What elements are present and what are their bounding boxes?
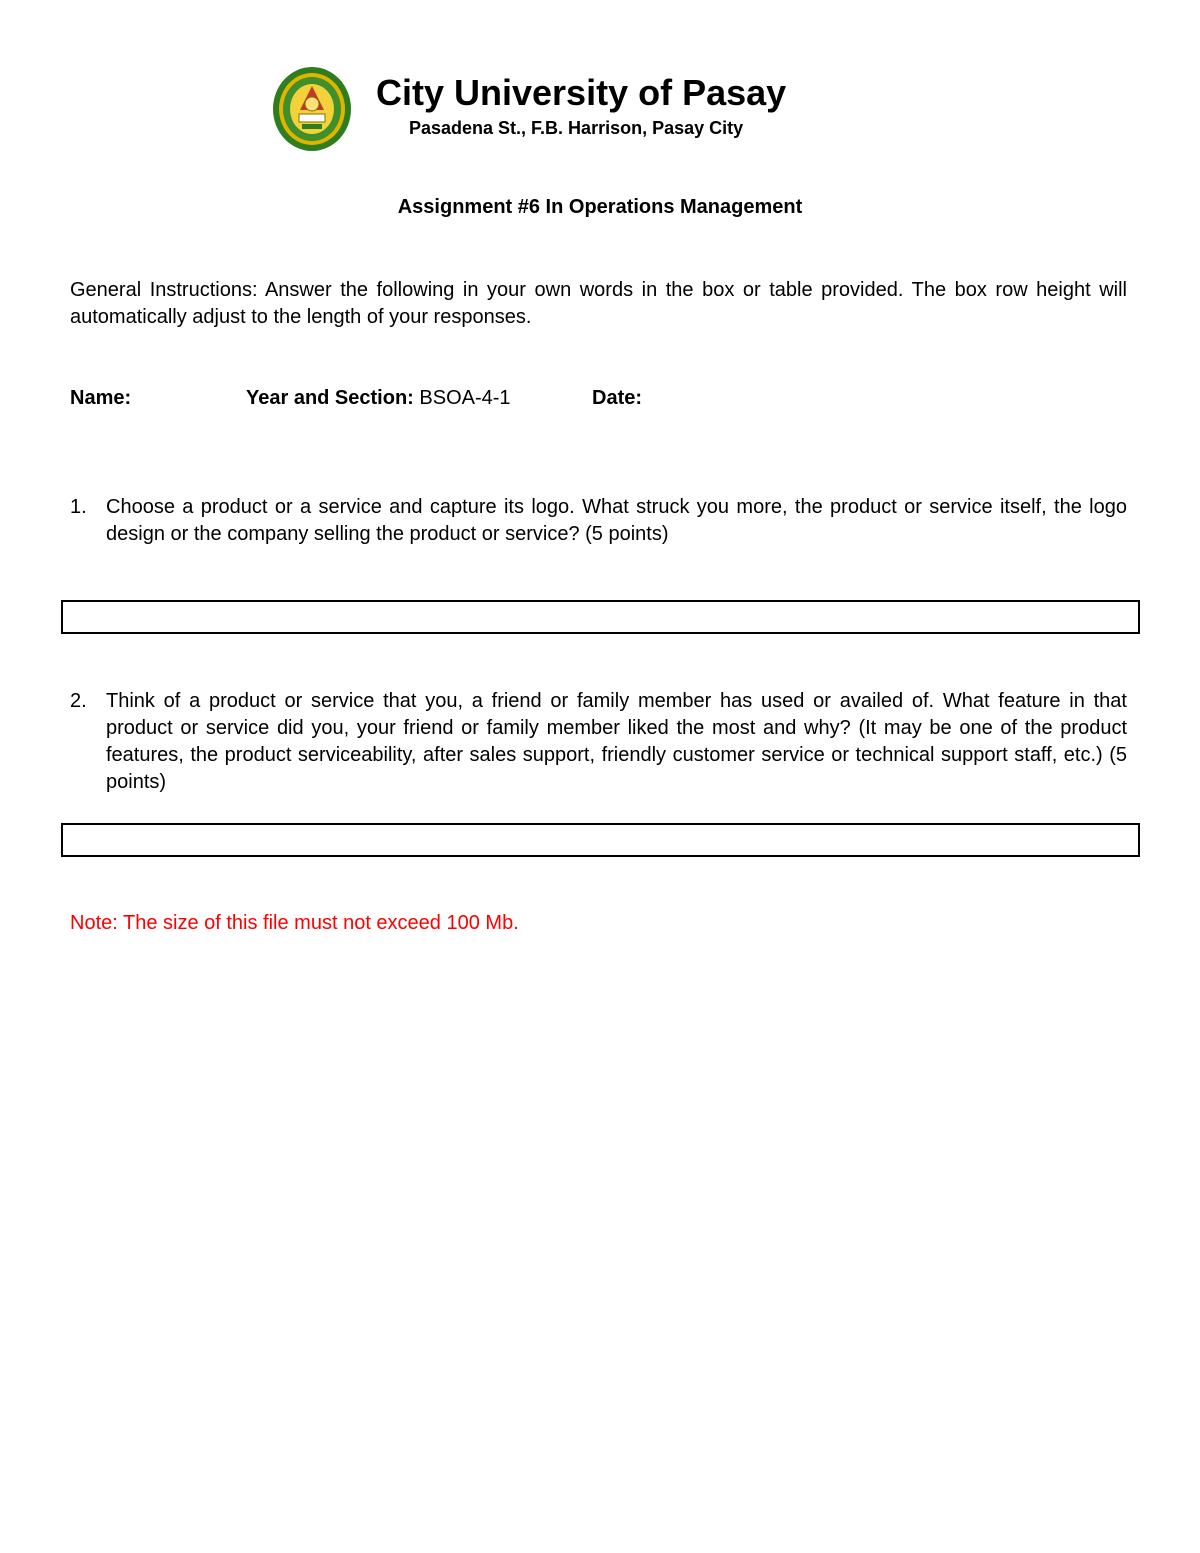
question-1 [70,494,1127,548]
assignment-title: Assignment #6 In Operations Management [397,196,803,218]
file-size-note: Note: The size of this file must not exceed 100 Mb. [70,912,519,934]
question-number: 1. [70,496,87,518]
document-header [272,66,872,156]
question-number: 2. [70,690,87,712]
question-text: Think of a product or service that you, a friend or family member has used or availed of. What feature in that product or service did you, your friend or family member liked the most and why? (It may be one of the product features, the product serviceability, after sales support, friendly customer service or technical support staff, etc.) (5 points) [106,690,1127,793]
date-label: Date: [592,387,643,409]
university-address: Pasadena St., F.B. Harrison, Pasay City [409,118,744,138]
question-2 [70,688,1127,796]
answer-box-2[interactable] [61,823,1140,857]
university-name: City University of Pasay [376,72,787,113]
answer-box-1[interactable] [61,600,1140,634]
question-text: Choose a product or a service and capture its logo. What struck you more, the product or service itself, the logo design or the company selling the product or service? (5 points) [106,496,1127,545]
student-info-row [70,385,1130,412]
year-section-label: Year and Section: [246,387,414,409]
year-section-value: BSOA-4-1 [413,387,511,409]
year-section-group [246,385,511,412]
university-seal-icon [272,66,352,152]
name-label: Name: [70,387,132,409]
general-instructions: General Instructions: Answer the following in your own words in the box or table provided. The box row height will automatically adjust to the length of your responses. [70,279,1127,328]
